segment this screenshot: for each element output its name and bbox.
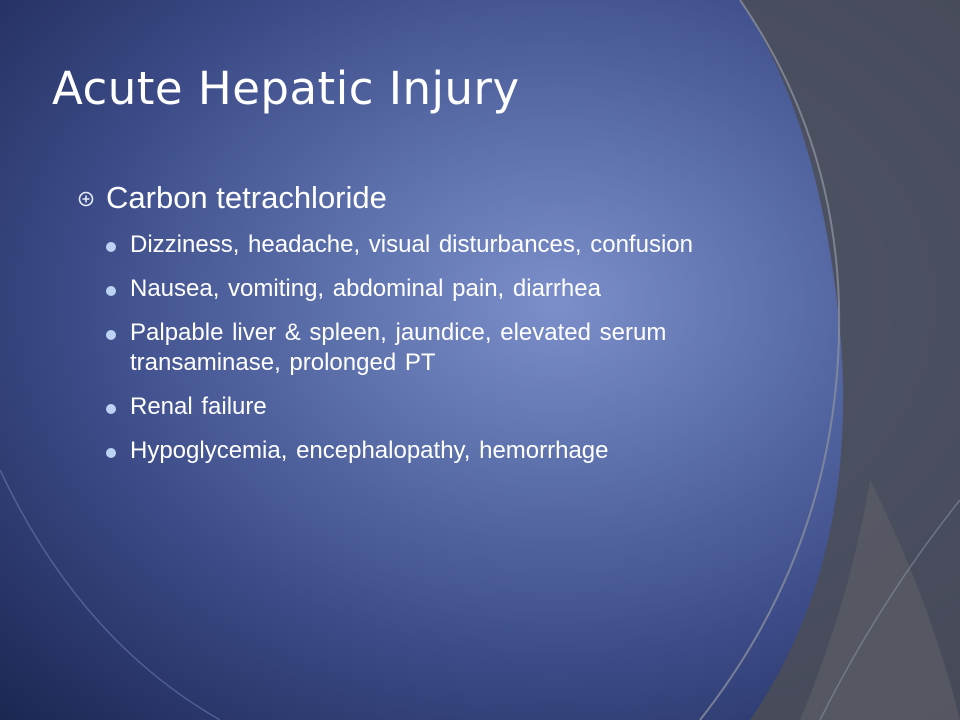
bullet-text: Carbon tetrachloride <box>106 180 387 215</box>
sub-bullet-text: Dizziness, headache, visual disturbances, confusion <box>130 231 693 258</box>
circled-plus-bullet-icon <box>78 191 94 207</box>
bullet-dot-icon <box>106 286 116 296</box>
bullet-dot-icon <box>106 330 116 340</box>
sub-bullet-item <box>106 392 818 422</box>
sub-bullet-text: Hypoglycemia, encephalopathy, hemorrhage <box>130 437 609 464</box>
sub-bullet-item <box>106 436 818 466</box>
sub-bullet-item <box>106 230 818 260</box>
slide-title: Acute Hepatic Injury <box>52 62 520 115</box>
bullet-carbon-tetrachloride <box>78 178 818 218</box>
sub-bullet-list <box>78 230 818 466</box>
sub-bullet-item <box>106 274 818 304</box>
sub-bullet-item <box>106 318 818 378</box>
sub-bullet-text: Renal failure <box>130 393 267 420</box>
bullet-dot-icon <box>106 404 116 414</box>
bullet-dot-icon <box>106 448 116 458</box>
slide-content <box>78 178 818 480</box>
sub-bullet-text: Nausea, vomiting, abdominal pain, diarrhea <box>130 275 601 302</box>
bullet-dot-icon <box>106 242 116 252</box>
sub-bullet-text: Palpable liver & spleen, jaundice, elevated serum transaminase, prolonged PT <box>130 319 667 376</box>
